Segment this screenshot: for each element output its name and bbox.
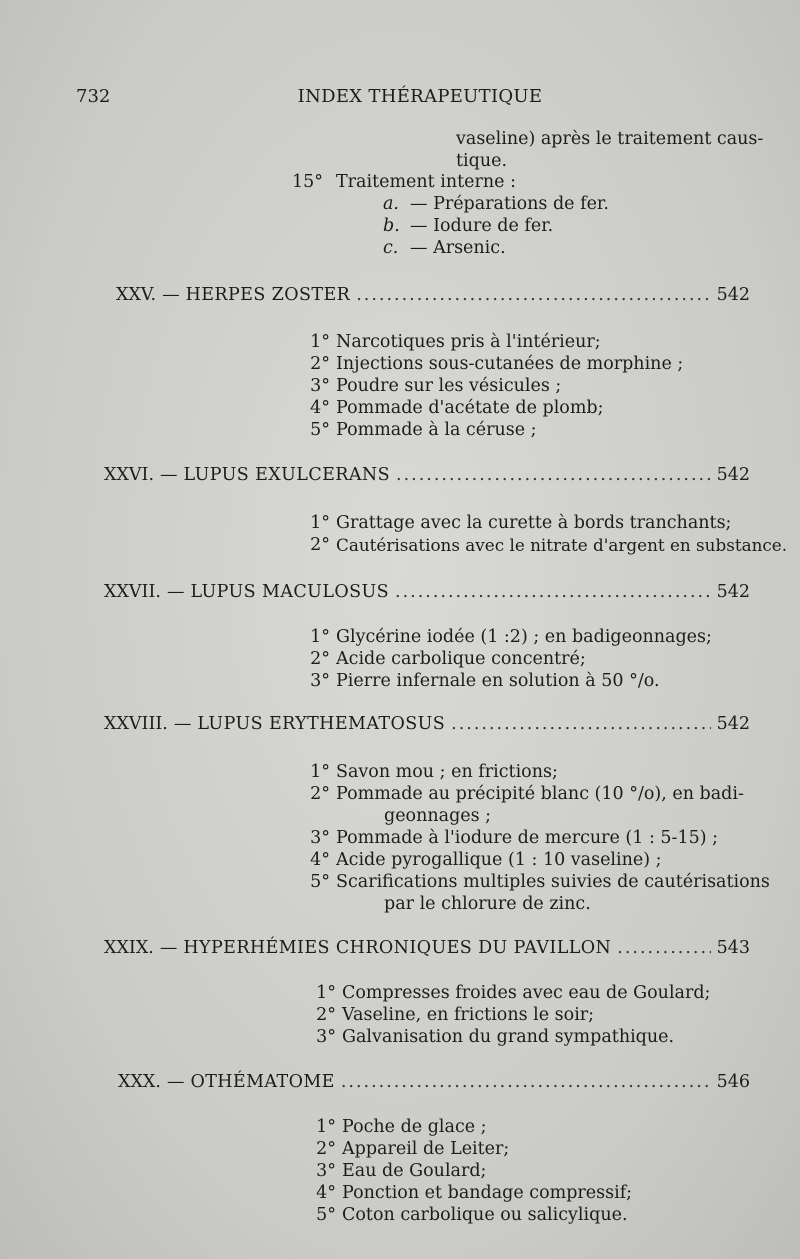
item-number: 4° — [316, 1183, 336, 1203]
section-heading — [104, 713, 750, 735]
item-text: Pommade au précipité blanc (10 °/o), en badi- — [336, 784, 744, 804]
item-text: Pommade d'acétate de plomb; — [336, 398, 604, 418]
item-text: Eau de Goulard; — [342, 1161, 487, 1181]
item-number: 3° — [310, 828, 330, 848]
item-text: Vaseline, en frictions le soir; — [342, 1005, 595, 1025]
item-number: 1° — [310, 627, 330, 647]
section-page: 543 — [716, 938, 750, 958]
section-title: OTHÉMATOME — [190, 1072, 335, 1092]
item-number: 3° — [316, 1027, 336, 1047]
item-number: 2° — [316, 1139, 336, 1159]
item-text: Glycérine iodée (1 :2) ; en badigeonnages; — [336, 627, 712, 647]
section-heading — [104, 464, 750, 486]
section-roman: XXV. — [116, 285, 157, 305]
section-roman: XXIX. — [104, 938, 154, 958]
section-heading — [104, 937, 750, 959]
item-number: 4° — [310, 398, 330, 418]
item-text: Cautérisations avec le nitrate d'argent en substance. — [336, 535, 788, 555]
section-dash: — — [159, 938, 178, 958]
item-number: 3° — [310, 671, 330, 691]
item-text: Coton carbolique ou salicylique. — [342, 1205, 628, 1225]
leader-dots — [356, 284, 710, 306]
sub-item-letter: c. — [383, 238, 399, 258]
item-number: 5° — [316, 1205, 336, 1225]
item-number: 1° — [310, 332, 330, 352]
sub-item-letter: b. — [383, 216, 400, 236]
item-text: Appareil de Leiter; — [342, 1139, 510, 1159]
item-text: Galvanisation du grand sympathique. — [342, 1027, 675, 1047]
section-page: 542 — [716, 285, 750, 305]
item-text: Poudre sur les vésicules ; — [336, 376, 562, 396]
section-roman: XXVI. — [104, 465, 155, 485]
item-text: Poche de glace ; — [342, 1117, 487, 1137]
section-heading — [104, 581, 750, 603]
section-title: HERPES ZOSTER — [185, 285, 351, 305]
item-number: 3° — [310, 376, 330, 396]
page-header — [0, 86, 800, 110]
section-page: 542 — [716, 714, 750, 734]
item-number: 2° — [310, 535, 330, 555]
section-title: LUPUS ERYTHEMATOSUS — [197, 714, 446, 734]
item-text: Pommade à l'iodure de mercure (1 : 5-15) ; — [336, 828, 719, 848]
item-text: Compresses froides avec eau de Goulard; — [342, 983, 711, 1003]
sub-item-text: — Préparations de fer. — [410, 194, 609, 214]
item-text: Traitement interne : — [336, 172, 516, 192]
item-number: 4° — [310, 850, 330, 870]
item-number: 2° — [310, 649, 330, 669]
sub-item-letter: a. — [383, 194, 399, 214]
leader-dots — [396, 464, 711, 486]
item-text: Savon mou ; en frictions; — [336, 762, 558, 782]
section-roman: XXX. — [118, 1072, 161, 1092]
leader-dots — [395, 581, 711, 603]
section-page: 542 — [716, 465, 750, 485]
section-title: LUPUS MACULOSUS — [190, 582, 390, 602]
section-heading — [116, 284, 750, 306]
section-dash: — — [166, 582, 185, 602]
section-title: HYPERHÉMIES CHRONIQUES DU PAVILLON — [183, 938, 612, 958]
running-title: INDEX THÉRAPEUTIQUE — [297, 86, 543, 107]
item-continuation: geonnages ; — [384, 806, 492, 826]
continuation-line: vaseline) après le traitement caus- — [456, 129, 764, 149]
leader-dots — [341, 1071, 711, 1093]
section-roman: XXVIII. — [104, 714, 168, 734]
sub-item-text: — Arsenic. — [410, 238, 506, 258]
section-page: 546 — [716, 1072, 750, 1092]
page-number: 732 — [76, 86, 111, 107]
item-number: 2° — [316, 1005, 336, 1025]
item-text: Ponction et bandage compressif; — [342, 1183, 633, 1203]
section-page: 542 — [716, 582, 750, 602]
section-roman: XXVII. — [104, 582, 161, 602]
item-number: 1° — [310, 513, 330, 533]
item-number: 15° — [292, 172, 324, 192]
item-text: Injections sous-cutanées de morphine ; — [336, 354, 684, 374]
section-heading — [118, 1071, 750, 1093]
item-number: 3° — [316, 1161, 336, 1181]
item-text: Acide pyrogallique (1 : 10 vaseline) ; — [336, 850, 662, 870]
section-dash: — — [173, 714, 192, 734]
section-title: LUPUS EXULCERANS — [183, 465, 390, 485]
item-number: 1° — [316, 1117, 336, 1137]
item-number: 1° — [316, 983, 336, 1003]
item-text: Grattage avec la curette à bords tranchants; — [336, 513, 732, 533]
sub-item-text: — Iodure de fer. — [410, 216, 554, 236]
item-text: Scarifications multiples suivies de cautérisations — [336, 872, 770, 892]
item-continuation: par le chlorure de zinc. — [384, 894, 591, 914]
item-number: 2° — [310, 784, 330, 804]
section-dash: — — [160, 465, 178, 485]
section-dash: — — [162, 285, 180, 305]
section-dash: — — [166, 1072, 185, 1092]
item-text: Acide carbolique concentré; — [336, 649, 586, 669]
item-number: 5° — [310, 872, 330, 892]
item-number: 1° — [310, 762, 330, 782]
item-number: 2° — [310, 354, 330, 374]
item-number: 5° — [310, 420, 330, 440]
item-text: Pommade à la céruse ; — [336, 420, 537, 440]
continuation-line: tique. — [456, 151, 508, 171]
leader-dots — [617, 937, 710, 959]
leader-dots — [451, 713, 710, 735]
item-text: Pierre infernale en solution à 50 °/o. — [336, 671, 660, 691]
item-text: Narcotiques pris à l'intérieur; — [336, 332, 601, 352]
